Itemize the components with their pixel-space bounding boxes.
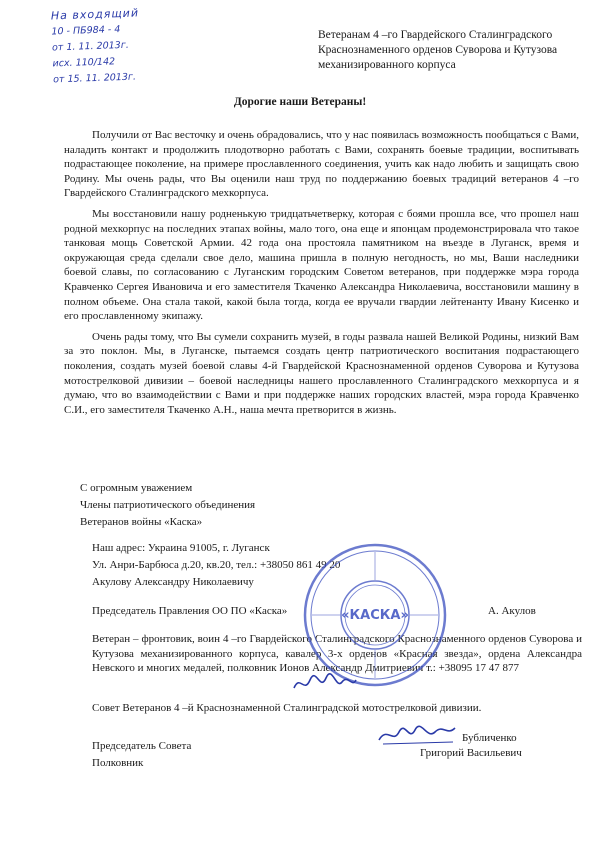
council-chair-given-name: Григорий Васильевич <box>420 747 522 759</box>
closing-block <box>80 480 255 531</box>
note-line: 10 - ПБ984 - 4 <box>51 24 121 38</box>
stamp-label: «КАСКА» <box>341 608 409 623</box>
paragraph: Мы восстановили нашу родненькую тридцатьчетверку, которая с боями прошла все, что прошел наш родной мехкорпус на последних этапах войны, мало того, она еще и японцам продемонстрировала что такое танковая мощь Советской Армии. 42 года она простояла памятником на въезде в Луганск, время и окружающая среда сделали свое дело, машина пришла в полную негодность, но мы, Ваши наследники боевой славы, по согласованию с Луганским городским Советом ветеранов, при поддержке мэра города Кравченко Сергея Ивановича и его заместителя Ткаченко Александра Николаевича, восстановили машину в полном объеме. Она стала такой, какой была тогда, когда ее вручали гвардии лейтенанту Ивану Кисенко и его прославленному экипажу. <box>64 207 579 323</box>
organization-stamp <box>300 540 450 690</box>
closing-line: Ветеранов войны «Каска» <box>80 516 203 528</box>
paragraph: Получили от Вас весточку и очень обрадовались, что у нас появилась возможность пообщаться с Вами, наладить контакт и продолжить плодотворно работать с Вами, сохранять боевые традиции, воспитывать подрастающее поколение, на примере прославленного соединения, учить как надо любить и защищать свою Родину. Мы очень рады, что Вы оценили наш труд по поддержанию боевых традиций ветеранов 4 –го Гвардейского Сталинградского мехкорпуса. <box>64 129 579 200</box>
council-chair-title: Председатель Совета <box>92 740 192 752</box>
handwritten-registration-note <box>51 4 194 89</box>
chairman-name: А. Акулов <box>488 605 536 617</box>
addressee-block: Ветеранам 4 –го Гвардейского Сталинградского Краснознаменного орденов Суворова и Кутузова механизированного корпуса <box>318 29 558 71</box>
closing-line: С огромным уважением <box>80 482 193 494</box>
address-line: Ул. Анри-Барбюса д.20, кв.20, тел.: +38050 861 49 20 <box>92 559 341 571</box>
handwritten-signature-ionov <box>290 672 360 696</box>
veteran-paragraph: Ветеран – фронтовик, воин 4 –го Гвардейского Сталинградского Краснознаменного орденов Суворова и Кутузова механизированного корпуса, кавалер 3-х орденов «Красная звезда», ордена Александра Невского и многих медалей, полковник Ионов Александр Дмитриевич т.: +38095 17 47 877 <box>92 633 582 675</box>
greeting-heading: Дорогие наши Ветераны! <box>233 96 367 108</box>
address-line: Наш адрес: Украина 91005, г. Луганск <box>92 542 270 554</box>
closing-line: Члены патриотического объединения <box>80 499 256 511</box>
council-chair-rank: Полковник <box>92 757 144 769</box>
note-line: исх. 110/142 <box>52 56 116 70</box>
chairman-label: Председатель Правления ОО ПО «Каска» <box>92 605 288 617</box>
note-line: от 1. 11. 2013г. <box>51 39 129 54</box>
council-chair-surname: Бубличенко <box>462 732 517 744</box>
council-chair-block <box>92 738 191 772</box>
handwritten-signature-bublichenko <box>375 722 460 748</box>
note-line: На входящий <box>50 6 140 23</box>
paragraph: Очень рады тому, что Вы сумели сохранить музей, в годы развала нашей Великой Родины, низкий Вам за это поклон. Мы, в Луганске, пытаемся создать центр патриотического воспитания подрастающего поколения, создать музей боевой славы 4-й Гвардейской Краснознаменной орденов Суворова и Кутузова мотострелковой дивизии – боевой наследницы нашего прославленного Сталинградского мехкорпуса и я думаю, что во взаимодействии с Вами и при поддержке наших городских властей, мэра города Кравченко С.И., его заместителя Ткаченко А.Н., наша мечта претворится в жизнь. <box>64 330 579 416</box>
note-line: от 15. 11. 2013г. <box>52 71 137 86</box>
council-line: Совет Ветеранов 4 –й Краснознаменной Сталинградской мотострелковой дивизии. <box>92 702 482 714</box>
address-line: Акулову Александру Николаевичу <box>92 576 254 588</box>
letter-body <box>64 128 579 423</box>
